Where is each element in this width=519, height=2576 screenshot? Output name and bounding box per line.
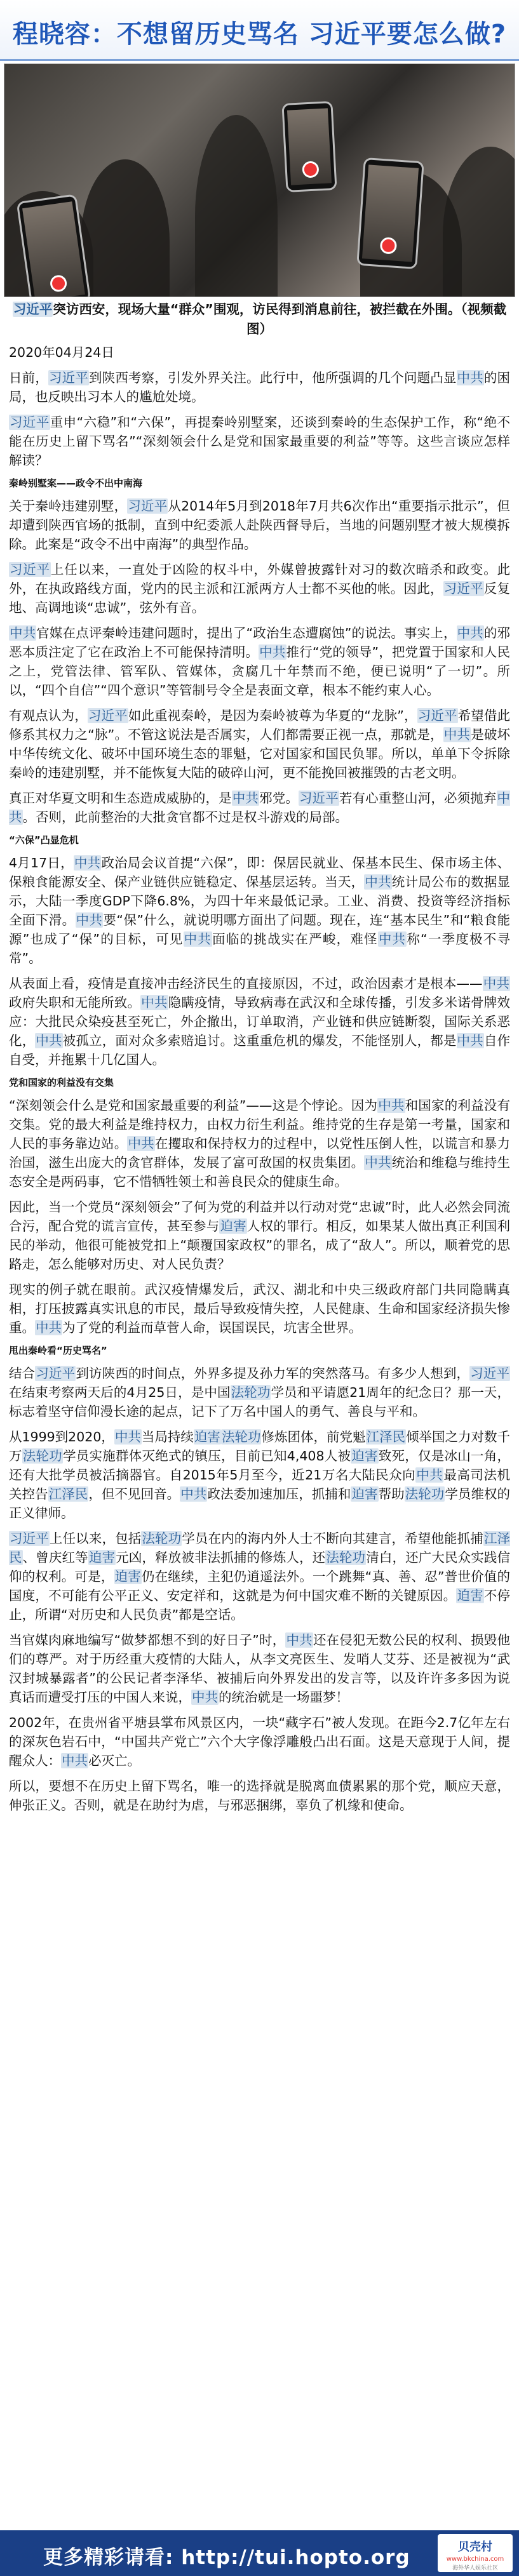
- paragraph-list: [6, 368, 513, 1815]
- highlighted-term: 中共: [141, 995, 168, 1010]
- publish-date: 2020年04月24日: [9, 345, 114, 360]
- highlighted-term: 中共: [365, 874, 391, 890]
- highlighted-term: 中共: [483, 976, 510, 991]
- paragraph: 现实的例子就在眼前。武汉疫情爆发后，武汉、湖北和中央三级政府部门共同隐瞒真相，打压披露真实讯息的市民，最后导致疫情失控，人民健康、生命和国家经济损失惨重。中共为了党的利益而草菅人命，误国误民，坑害全世界。: [9, 1282, 510, 1335]
- highlighted-term: 习近平: [36, 1366, 76, 1381]
- phone-icon: [356, 157, 424, 269]
- highlighted-term: 习近平: [128, 498, 168, 514]
- paragraph: 2002年，在贵州省平塘县掌布风景区内，一块“藏字石”被人发现。在距今2.7亿年左右的深灰色岩石中，“中国共产党亡”六个大字像浮雕般凸出石面。这是天意现于人间，提醒众人：中共必灭亡。: [9, 1715, 510, 1768]
- phone-icon: [17, 194, 91, 297]
- highlighted-term: 中共: [192, 1690, 218, 1705]
- highlighted-term: 习近平: [13, 302, 53, 317]
- paragraph: 习近平上任以来，一直处于凶险的权斗中，外媒曾披露针对习的数次暗杀和政变。此外，在执政路线方面，党内的民主派和江派两方人士都不买他的帐。因此，习近平反复地、高调地谈“忠诚”，弦外有音。: [9, 562, 511, 615]
- crowd-figure: [443, 147, 515, 297]
- section-heading: 甩出秦岭看“历史骂名”: [9, 1345, 107, 1356]
- paragraph: 有观点认为，习近平如此重视秦岭，是因为秦岭被尊为华夏的“龙脉”，习近平希望借此修系其权力之“脉”。不管这说法是否属实，人们都需要正视一点，那就是，中共是破坏中华传统文化、破坏中国环境生态的罪魁，它对国家和国民负罪。所以，单单下令拆除秦岭的违建别墅，并不能恢复大陆的破碎山河，更不能挽回被摧毁的古老文明。: [9, 708, 511, 780]
- highlighted-term: 中共: [184, 931, 212, 947]
- section-heading: 秦岭别墅案——政令不出中南海: [9, 477, 143, 489]
- highlighted-term: 中共: [36, 1033, 62, 1048]
- video-screenshot: [4, 63, 515, 297]
- highlighted-term: 中共: [457, 370, 483, 385]
- highlighted-term: 法轮功: [405, 1486, 445, 1502]
- highlighted-term: 江泽民: [366, 1429, 406, 1445]
- paragraph: 关于秦岭违建别墅，习近平从2014年5月到2018年7月共6次作出“重要指示批示”，但却遭到陕西官场的抵制，直到中纪委派人赴陕西督导后，当地的问题别墅才被大规模拆除。此案是“政令不出中南海”的典型作品。: [9, 498, 511, 552]
- footer-banner: [0, 2530, 519, 2576]
- highlighted-term: 习近平: [443, 581, 483, 596]
- highlighted-term: 中共: [378, 931, 407, 947]
- highlighted-term: 迫害: [351, 1486, 378, 1502]
- section-heading: 党和国家的利益没有交集: [9, 1077, 114, 1088]
- highlighted-term: 法轮功: [22, 1448, 63, 1464]
- paragraph: 真正对华夏文明和生态造成威胁的，是中共邪党。习近平若有心重整山河，必须抛弃中共。否则，此前整治的大批贪官都不过是权斗游戏的局部。: [9, 791, 511, 825]
- highlighted-term: 中共: [62, 1753, 88, 1768]
- highlighted-term: 中共: [365, 1155, 391, 1170]
- highlighted-term: 中共: [74, 855, 101, 871]
- highlighted-term: 习近平: [299, 791, 339, 806]
- highlighted-term: 中共: [10, 625, 36, 641]
- image-caption: 习近平突访西安，现场大量“群众”围观，访民得到消息前往，被拦截在外围。（视频截图）: [13, 302, 507, 337]
- paragraph: 中共官媒在点评秦岭违建问题时，提出了“政治生态遭腐蚀”的说法。事实上，中共的邪恶本质注定了它在政治上不可能保持清明。中共推行“党的领导”，把党置于国家和人民之上，党管法律、管军队、管媒体，贪腐几十年禁而不绝，便已说明“了一切”。所以，“四个自信”“四个意识”等管制号令全是表面文章，根本不能约束人心。: [9, 625, 511, 698]
- highlighted-term: 中共: [416, 1467, 443, 1483]
- section-heading: “六保”凸显危机: [9, 834, 79, 846]
- paragraph: 从表面上看，疫情是直接冲击经济民生的直接原因，不过，政治因素才是根本——中共政府失职和无能所致。中共隐瞒疫情，导致病毒在武汉和全球传播，引发多米诺骨牌效应：大批民众染疫甚至死亡，外企撤出，订单取消，产业链和供应链断裂，国际关系恶化，中共被孤立，面对众多索赔追讨。这重重危机的爆发，不能怪别人，都是中共自作自受，并拖累十几亿国人。: [9, 976, 511, 1067]
- paragraph: 从1999到2020，中共当局持续迫害法轮功修炼团体，前党魁江泽民倾举国之力对数千万法轮功学员实施群体灭绝式的镇压，目前已知4,408人被迫害致死，仅是冰山一角，还有大批学员被活摘器官。自2015年5月至今，近21万名大陆民众向中共最高司法机关控告江泽民，但不见回音。中共政法委加速加压，抓捕和迫害帮助法轮功学员维权的正义律师。: [9, 1429, 511, 1521]
- logo-text: 贝壳村: [458, 2540, 492, 2554]
- highlighted-term: 迫害: [351, 1448, 378, 1464]
- highlighted-term: 习近平: [470, 1366, 510, 1381]
- site-logo[interactable]: [438, 2534, 513, 2572]
- highlighted-term: 习近平: [49, 370, 88, 385]
- highlighted-term: 中共: [378, 1098, 405, 1113]
- highlighted-term: 法轮功: [326, 1550, 366, 1565]
- highlighted-term: 习近平: [10, 562, 50, 577]
- highlighted-term: 习近平: [417, 708, 457, 723]
- paragraph: 习近平上任以来，包括法轮功学员在内的海内外人士不断向其建言，希望他能抓捕江泽民、曾庆红等迫害元凶，释放被非法抓捕的修炼人，还法轮功清白，还广大民众实践信仰的权利。可是，迫害仍在继续，主犯仍逍遥法外。一个跳舞“真、善、忍”普世价值的国度，不可能有公平正义、安定祥和，这就是为何中国灾难不断的关键原因。迫害不停止，所谓“对历史和人民负责”都是空话。: [9, 1531, 511, 1622]
- article-title: 程晓容：不想留历史骂名 习近平要怎么做?: [12, 20, 507, 49]
- highlighted-term: 中共: [114, 1429, 141, 1445]
- paragraph: “深刻领会什么是党和国家最重要的利益”——这是个悖论。因为中共和国家的利益没有交集。党的最大利益是维持权力，由权力衍生利益。维持党的生存是第一考量，国家和人民的事务靠边站。中共在攫取和保持权力的过程中，以党性压倒人性，以谎言和暴力治国，滋生出庞大的贪官群体，发展了富可敌国的权贵集团。中共统治和维稳与维持生态安全是两码事，它不惜牺牲领土和善良民众的健康生命。: [9, 1098, 511, 1189]
- highlighted-term: 迫害: [114, 1569, 141, 1584]
- highlighted-term: 中共: [76, 912, 103, 928]
- highlighted-term: 迫害: [194, 1429, 220, 1445]
- phone-icon: [281, 101, 337, 192]
- highlighted-term: 中共: [9, 791, 511, 825]
- highlighted-term: 法轮功: [231, 1385, 271, 1400]
- crowd-figure: [81, 159, 170, 297]
- crowd-figure: [195, 115, 278, 297]
- paragraph: 因此，当一个党员“深刻领会”了何为党的利益并以行动对党“忠诚”时，此人必然会同流合污，配合党的谎言宣传，甚至参与迫害人权的罪行。相反，如果某人做出真正利国利民的举动，他很可能被党扣上“颠覆国家政权”的罪名，成了“敌人”。所以，顺着党的思路走，怎么能够对历史、对人民负责？: [9, 1199, 511, 1272]
- highlighted-term: 习近平: [88, 708, 128, 723]
- highlighted-term: 法轮功: [221, 1429, 261, 1445]
- paragraph: 日前，习近平到陕西考察，引发外界关注。此行中，他所强调的几个问题凸显中共的困局，也反映出习本人的尴尬处境。: [9, 370, 511, 404]
- highlighted-term: 中共: [443, 727, 471, 742]
- paragraph: 习近平重申“六稳”和“六保”，再提秦岭别墅案，还谈到秦岭的生态保护工作，称“绝不能在历史上留下骂名”“深刻领会什么是党和国家最重要的利益”等等。这些言谈应怎样解读？: [9, 415, 510, 468]
- highlighted-term: 迫害: [220, 1218, 246, 1234]
- highlighted-term: 中共: [232, 791, 259, 806]
- paragraph: 所以，要想不在历史上留下骂名，唯一的选择就是脱离血债累累的那个党，顺应天意，伸张正义。否则，就是在助纣为虐，与邪恶捆绑，辜负了机缘和使命。: [9, 1779, 510, 1813]
- logo-url: www.bkchina.com: [446, 2556, 504, 2563]
- highlighted-term: 迫害: [457, 1588, 483, 1603]
- highlighted-term: 迫害: [88, 1550, 116, 1565]
- footer-link[interactable]: 更多精彩请看: http://tui.hopto.org: [43, 2546, 410, 2569]
- highlighted-term: 中共: [128, 1136, 154, 1151]
- logo-subtitle: 海外华人娱乐社区: [452, 2565, 498, 2572]
- paragraph: 当官媒肉麻地编写“做梦都想不到的好日子”时，中共还在侵犯无数公民的权利、损毁他们的尊严。对于历经重大疫情的大陆人，从李文亮医生、发哨人艾芬、还是被视为“武汉封城暴露者”的公民记者李泽华、被捕后向外界发出的发言等，以及许许多多因为说真话而遭受打压的中国人来说，中共的统治就是一场噩梦！: [9, 1632, 510, 1705]
- highlighted-term: 习近平: [10, 415, 50, 430]
- article-body: [6, 298, 513, 1815]
- highlighted-term: 江泽民: [9, 1531, 511, 1565]
- highlighted-term: 中共: [286, 1632, 313, 1648]
- header: [0, 0, 519, 61]
- highlighted-term: 中共: [259, 644, 286, 660]
- highlighted-term: 江泽民: [48, 1486, 88, 1502]
- highlighted-term: 中共: [36, 1320, 62, 1335]
- paragraph: 结合习近平到访陕西的时间点，外界多提及孙力军的突然落马。有多少人想到，习近平在结束考察两天后的4月25日，是中国法轮功学员和平请愿21周年的纪念日？那一天，标志着坚守信仰漫长途的起点，记下了万名中国人的勇气、善良与平和。: [9, 1366, 510, 1419]
- highlighted-term: 中共: [180, 1486, 207, 1502]
- highlighted-term: 法轮功: [142, 1531, 182, 1546]
- highlighted-term: 中共: [457, 625, 483, 641]
- highlighted-term: 习近平: [10, 1531, 49, 1546]
- highlighted-term: 中共: [457, 1033, 483, 1048]
- paragraph: 4月17日，中共政治局会议首提“六保”，即：保居民就业、保基本民生、保市场主体、保粮食能源安全、保产业链供应链稳定、保基层运转。当天，中共统计局公布的数据显示，大陆一季度GDP下降6.8%，为四十年来最低记录。工业、消费、投资等经济指标全面下滑。中共要“保”什么，就说明哪方面出了问题。现在，连“基本民生”和“粮食能源”也成了“保”的目标，可见中共面临的挑战实在严峻，难怪中共称“一季度极不寻常”。: [9, 855, 511, 966]
